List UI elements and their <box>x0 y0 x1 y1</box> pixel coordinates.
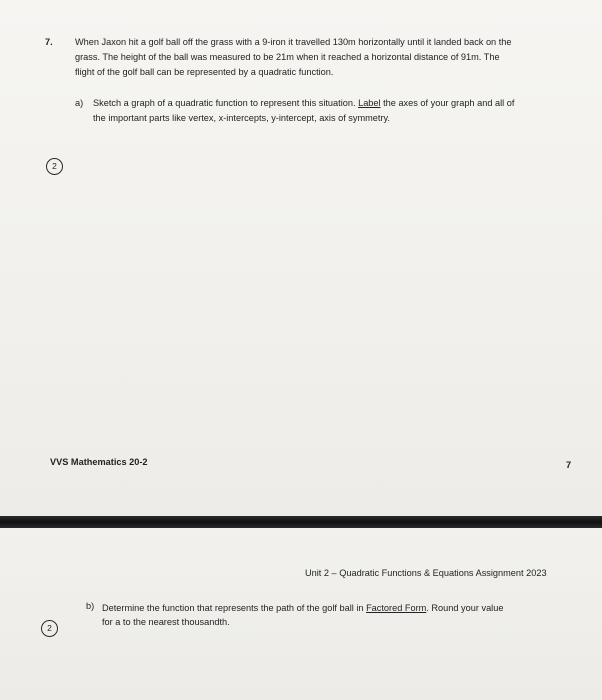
question-number: 7. <box>45 37 53 47</box>
part-a-label: a) <box>75 98 84 108</box>
part-a-line-1 <box>93 97 514 109</box>
part-b-line-2: for a to the nearest thousandth. <box>102 617 230 627</box>
part-b-text-after: . Round your value <box>426 603 504 613</box>
part-a-text-after: the axes of your graph and all of <box>383 98 515 108</box>
part-a-label-emphasis: Label <box>358 98 381 108</box>
unit-header: Unit 2 – Quadratic Functions & Equations Assignment 2023 <box>305 568 547 578</box>
course-footer: VVS Mathematics 20-2 <box>50 457 148 467</box>
part-b-marks-circle: 2 <box>41 620 58 637</box>
page-lower <box>0 528 602 700</box>
question-stem-line-2: grass. The height of the ball was measured to be 21m when it reached a horizontal distance of 91m. The <box>75 52 500 62</box>
part-a-text-before: Sketch a graph of a quadratic function to represent this situation. <box>93 98 356 108</box>
part-b-line-1 <box>102 602 503 614</box>
part-a-line-2: the important parts like vertex, x-intercepts, y-intercept, axis of symmetry. <box>93 113 390 123</box>
page-number: 7 <box>566 460 572 470</box>
part-a-marks-circle: 2 <box>46 158 63 175</box>
question-stem-line-1: When Jaxon hit a golf ball off the grass with a 9-iron it travelled 130m horizontally until it landed back on the <box>75 37 512 47</box>
part-b-factored-form: Factored Form <box>366 603 427 613</box>
part-b-label: b) <box>86 601 95 611</box>
question-stem-line-3: flight of the golf ball can be represented by a quadratic function. <box>75 67 334 77</box>
page-divider <box>0 516 602 528</box>
part-b-text-before: Determine the function that represents the path of the golf ball in <box>102 603 364 613</box>
